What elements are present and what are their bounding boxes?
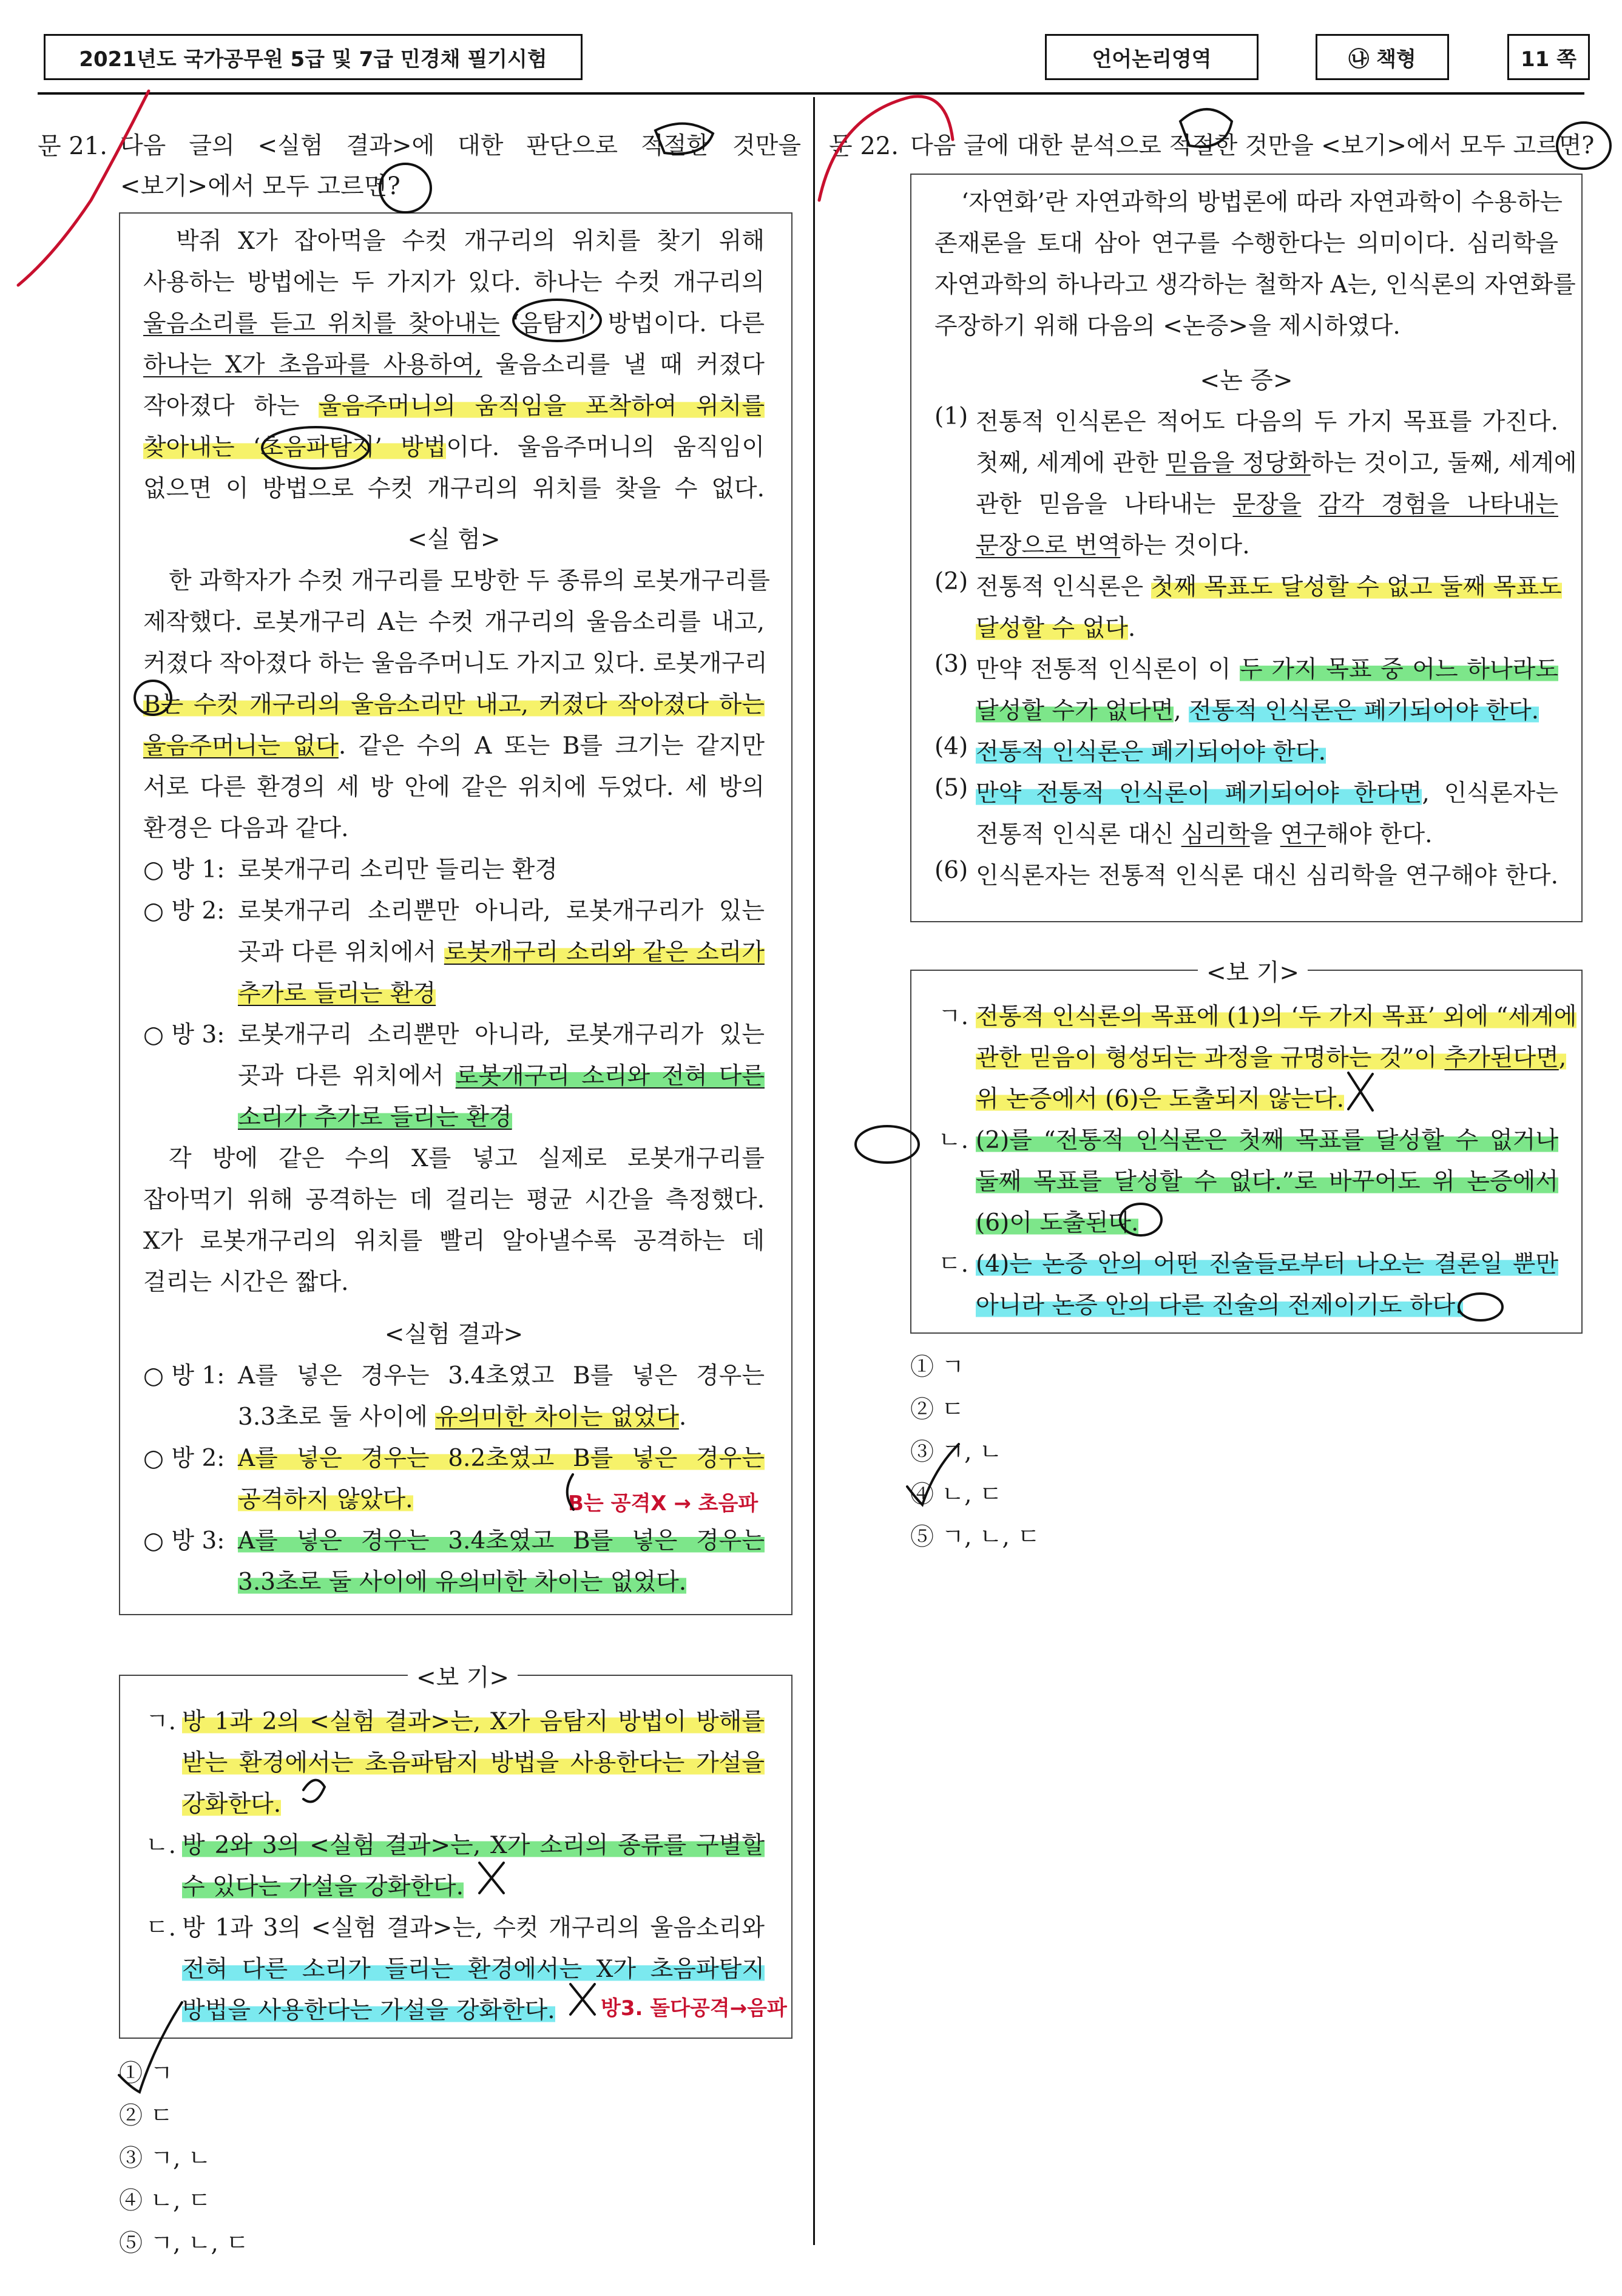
arg-text: 달성할 수가 없다면, 전통적 인식론은 폐기되어야 한다. xyxy=(976,697,1539,724)
arg-text: 전통적 인식론 대신 심리학을 연구해야 한다. xyxy=(976,821,1433,848)
q21-passage-line: 하나는 X가 초음파를 사용하여, 울음소리를 낼 때 커졌다 xyxy=(143,351,765,379)
q21-passage-line: 박쥐 X가 잡아먹을 수컷 개구리의 위치를 찾기 위해 xyxy=(176,228,765,255)
bogi-text: 방 1과 3의 <실험 결과>는, 수컷 개구리의 울음소리와 xyxy=(182,1914,765,1942)
result-desc: A를 넣은 경우는 3.4초였고 B를 넣은 경우는 xyxy=(238,1362,765,1389)
q22-passage-line: 존재론을 토대 삼아 연구를 수행한다는 의미이다. 심리학을 xyxy=(934,230,1558,257)
arg-text: 관한 믿음을 나타내는 문장을 감각 경험을 나타내는 xyxy=(976,491,1558,518)
q22-passage-line: 주장하기 위해 다음의 <논증>을 제시하였다. xyxy=(934,312,1401,340)
q21-choice-1[interactable]: ① ㄱ xyxy=(119,2060,174,2087)
q22-choice-5[interactable]: ⑤ ㄱ, ㄴ, ㄷ xyxy=(910,1524,1041,1551)
result-desc: 3.3초로 둘 사이에 유의미한 차이는 없었다. xyxy=(238,1403,687,1431)
booklet-label: ㉯ 책형 xyxy=(1316,34,1449,80)
room-desc: 곳과 다른 위치에서 로봇개구리 소리와 같은 소리가 xyxy=(238,939,765,966)
q22-choice-1[interactable]: ① ㄱ xyxy=(910,1354,965,1381)
q21-stem-line2: <보기>에서 모두 고르면? xyxy=(120,172,400,200)
arg-text: 달성할 수 없다. xyxy=(976,615,1136,642)
bogi-text: 받는 환경에서는 초음파탐지 방법을 사용한다는 가설을 xyxy=(182,1749,765,1777)
bogi-text: 수 있다는 가설을 강화한다. xyxy=(182,1873,464,1900)
q21-passage-line: 작아졌다 하는 울음주머니의 움직임을 포착하여 위치를 xyxy=(143,393,765,420)
circle-mark-bogi-n xyxy=(856,1126,919,1163)
q21-stem-line1: 다음 글의 <실험 결과>에 대한 판단으로 적절한 것만을 xyxy=(120,132,801,160)
q21-exp2-line: X가 로봇개구리의 위치를 빨리 알아낼수록 공격하는 데 xyxy=(143,1227,765,1255)
q21-choice-4[interactable]: ④ ㄴ, ㄷ xyxy=(119,2187,211,2215)
q21-passage-line: 사용하는 방법에는 두 가지가 있다. 하나는 수컷 개구리의 xyxy=(143,269,765,296)
result-label: ○ 방 1: xyxy=(143,1362,225,1389)
result-desc: 공격하지 않았다. xyxy=(238,1486,413,1513)
result-desc: A를 넣은 경우는 3.4초였고 B를 넣은 경우는 xyxy=(238,1527,765,1555)
q22-stem: 다음 글에 대한 분석으로 적절한 것만을 <보기>에서 모두 고르면? xyxy=(910,132,1595,160)
q21-exp-line: 한 과학자가 수컷 개구리를 모방한 두 종류의 로봇개구리를 xyxy=(169,567,770,595)
arg-text: 만약 전통적 인식론이 이 두 가지 목표 중 어느 하나라도 xyxy=(976,656,1559,683)
q22-passage-line: 자연과학의 하나라고 생각하는 철학자 A는, 인식론의 자연화를 xyxy=(934,271,1576,299)
room-label: ○ 방 3: xyxy=(143,1021,225,1048)
q22-choice-2[interactable]: ② ㄷ xyxy=(910,1396,965,1423)
arg-text: 전통적 인식론은 적어도 다음의 두 가지 목표를 가진다. xyxy=(976,408,1558,436)
arg-number: (2) xyxy=(934,568,968,595)
room-label: ○ 방 1: xyxy=(143,856,225,883)
result-label: ○ 방 2: xyxy=(143,1445,225,1472)
arg-text: 첫째, 세계에 관한 믿음을 정당화하는 것이고, 둘째, 세계에 xyxy=(976,450,1577,477)
q22-choice-4[interactable]: ④ ㄴ, ㄷ xyxy=(910,1481,1002,1508)
room-desc: 추가로 들리는 환경 xyxy=(238,980,436,1007)
q21-passage-line: 울음소리를 듣고 위치를 찾아내는 ‘음탐지’ 방법이다. 다른 xyxy=(143,310,765,337)
arg-number: (3) xyxy=(934,650,968,678)
q21-result-title: <실험 결과> xyxy=(384,1321,524,1348)
bogi-text: 둘째 목표를 달성할 수 없다.”로 바꾸어도 위 논증에서 xyxy=(976,1168,1558,1195)
room-desc: 로봇개구리 소리뿐만 아니라, 로봇개구리가 있는 xyxy=(238,897,765,925)
arg-text: 전통적 인식론은 폐기되어야 한다. xyxy=(976,738,1326,766)
q21-bogi-title: <보 기> xyxy=(408,1659,518,1693)
room-desc: 로봇개구리 소리만 들리는 환경 xyxy=(238,856,558,883)
page-number: 11 쪽 xyxy=(1507,34,1590,80)
q21-exp2-line: 걸리는 시간은 짧다. xyxy=(143,1269,349,1296)
bogi-text: 방법을 사용한다는 가설을 강화한다. xyxy=(182,1997,555,2024)
q21-exp-line: 울음주머니는 없다. 같은 수의 A 또는 B를 크기는 같지만 xyxy=(143,732,765,760)
q21-passage-line: 없으면 이 방법으로 수컷 개구리의 위치를 찾을 수 없다. xyxy=(143,475,765,502)
q21-choice-3[interactable]: ③ ㄱ, ㄴ xyxy=(119,2145,211,2172)
arg-number: (4) xyxy=(934,733,968,760)
bogi-text: 전통적 인식론의 목표에 (1)의 ‘두 가지 목표’ 외에 “세계에 xyxy=(976,1003,1577,1030)
bogi-mark: ㄱ. xyxy=(146,1708,177,1735)
q21-exp-line: 제작했다. 로봇개구리 A는 수컷 개구리의 울음소리를 내고, xyxy=(143,609,765,636)
q21-experiment-title: <실 험> xyxy=(407,526,501,553)
bogi-mark: ㄷ. xyxy=(938,1251,969,1278)
result-desc: A를 넣은 경우는 8.2초였고 B를 넣은 경우는 xyxy=(238,1445,765,1472)
result-desc: 3.3초로 둘 사이에 유의미한 차이는 없었다. xyxy=(238,1568,687,1596)
exam-title: 2021년도 국가공무원 5급 및 7급 민경채 필기시험 xyxy=(44,34,583,80)
column-divider xyxy=(813,97,815,2245)
bogi-text: 관한 믿음이 형성되는 과정을 규명하는 것”이 추가된다면, xyxy=(976,1044,1567,1072)
bogi-text: 위 논증에서 (6)은 도출되지 않는다. xyxy=(976,1086,1344,1113)
bogi-mark: ㄷ. xyxy=(146,1914,177,1942)
q21-passage-line: 찾아내는 ‘초음파탐지’ 방법이다. 울음주머니의 움직임이 xyxy=(143,434,765,461)
result-label: ○ 방 3: xyxy=(143,1527,225,1555)
bogi-text: (2)를 “전통적 인식론은 첫째 목표를 달성할 수 없거나 xyxy=(976,1127,1558,1154)
q21-number: 문 21. xyxy=(38,132,107,160)
bogi-text: (4)는 논증 안의 어떤 진술들로부터 나오는 결론일 뿐만 xyxy=(976,1251,1558,1278)
room-desc: 곳과 다른 위치에서 로봇개구리 소리와 전혀 다른 xyxy=(238,1062,765,1090)
subject-label: 언어논리영역 xyxy=(1045,34,1259,80)
room-desc: 로봇개구리 소리뿐만 아니라, 로봇개구리가 있는 xyxy=(238,1021,765,1048)
bogi-mark: ㄴ. xyxy=(938,1127,969,1154)
q21-choice-5[interactable]: ⑤ ㄱ, ㄴ, ㄷ xyxy=(119,2230,249,2257)
q21-choice-2[interactable]: ② ㄷ xyxy=(119,2102,174,2130)
handwritten-note-room3: 방3. 돌다공격→음파 xyxy=(601,1996,787,2021)
arg-number: (6) xyxy=(934,857,968,884)
room-desc: 소리가 추가로 들리는 환경 xyxy=(238,1104,512,1131)
q22-bogi-title: <보 기> xyxy=(1198,954,1308,988)
q22-passage-line: ‘자연화’란 자연과학의 방법론에 따라 자연과학이 수용하는 xyxy=(961,189,1563,216)
arg-text: 만약 전통적 인식론이 폐기되어야 한다면, 인식론자는 xyxy=(976,780,1559,807)
arg-number: (5) xyxy=(934,774,968,802)
handwritten-note-b: B는 공격X → 초음파 xyxy=(568,1491,759,1516)
bogi-mark: ㄴ. xyxy=(146,1832,177,1859)
q21-exp-line: 환경은 다음과 같다. xyxy=(143,815,349,842)
arg-number: (1) xyxy=(934,403,968,430)
q22-argument-title: <논 증> xyxy=(1200,367,1293,394)
arg-text: 전통적 인식론은 첫째 목표도 달성할 수 없고 둘째 목표도 xyxy=(976,573,1562,601)
bogi-text: (6)이 도출된다. xyxy=(976,1209,1139,1237)
bogi-mark: ㄱ. xyxy=(938,1003,969,1030)
q22-number: 문 22. xyxy=(829,132,899,160)
arg-text: 인식론자는 전통적 인식론 대신 심리학을 연구해야 한다. xyxy=(976,862,1558,890)
bogi-text: 아니라 논증 안의 다른 진술의 전제이기도 하다. xyxy=(976,1292,1463,1319)
q21-exp-line: B는 수컷 개구리의 울음소리만 내고, 커졌다 작아졌다 하는 xyxy=(143,691,765,718)
room-label: ○ 방 2: xyxy=(143,897,225,925)
q22-choice-3[interactable]: ③ ㄱ, ㄴ xyxy=(910,1439,1002,1466)
q21-exp-line: 커졌다 작아졌다 하는 울음주머니도 가지고 있다. 로봇개구리 xyxy=(143,650,768,677)
bogi-text: 방 1과 2의 <실험 결과>는, X가 음탐지 방법이 방해를 xyxy=(182,1708,765,1735)
bogi-text: 방 2와 3의 <실험 결과>는, X가 소리의 종류를 구별할 xyxy=(182,1832,765,1859)
header-rule xyxy=(38,92,1584,95)
bogi-text: 전혀 다른 소리가 들리는 환경에서는 X가 초음파탐지 xyxy=(182,1956,765,1983)
q21-exp2-line: 잡아먹기 위해 공격하는 데 걸리는 평균 시간을 측정했다. xyxy=(143,1186,765,1214)
q21-exp2-line: 각 방에 같은 수의 X를 넣고 실제로 로봇개구리를 xyxy=(169,1145,765,1172)
q21-exp-line: 서로 다른 환경의 세 방 안에 같은 위치에 두었다. 세 방의 xyxy=(143,774,765,801)
arg-text: 문장으로 번역하는 것이다. xyxy=(976,532,1250,559)
bogi-text: 강화한다. xyxy=(182,1791,282,1818)
